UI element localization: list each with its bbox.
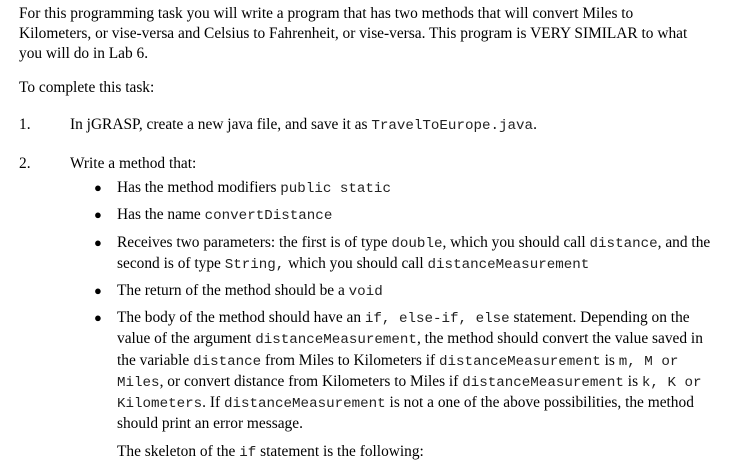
bullet-5-code-7: k, K or Kilometers [117, 374, 702, 413]
bullet-icon: ● [94, 283, 102, 299]
bullet-5-text-6: , or convert distance from Kilometers to Miles if [159, 372, 463, 390]
bullet-5-code-1: if, else-if, else [364, 311, 510, 328]
bullet-5-text-8: . If [202, 394, 224, 412]
bullet-3-text-3: , and the second is of type [117, 233, 711, 272]
bullet-4-text: The return of the method should be a [117, 282, 349, 300]
bullet-3-text-1: Receives two parameters: the first is of type [117, 233, 392, 251]
bullet-icon: ● [94, 234, 102, 250]
bullet-1-text: Has the method modifiers [117, 179, 281, 197]
bullet-3-text-4: which you should call [284, 254, 428, 272]
bullet-item-name [70, 205, 719, 226]
skeleton-intro [117, 442, 719, 463]
bullet-4-code: void [348, 284, 383, 301]
bullet-3-code-1: double [391, 235, 443, 252]
intro-sentence-1: For this programming task you will write a program that has two methods that will convert Miles to Kilometers, or vise-versa and Celsius to Fahrenheit, or vise-versa. [19, 5, 634, 43]
bullet-5-code-2: distanceMeasurement [255, 332, 417, 349]
step-1-period: . [533, 115, 537, 133]
bullet-icon: ● [94, 207, 102, 223]
bullet-icon: ● [94, 310, 102, 326]
bullet-3-text-2: , which you should call [442, 233, 590, 251]
bullet-item-modifiers [70, 178, 719, 199]
bullet-icon: ● [94, 180, 102, 196]
skeleton-code-1: if [239, 445, 257, 462]
bullet-2-code: convertDistance [204, 208, 333, 225]
bullet-5-code-4: distanceMeasurement [439, 353, 601, 370]
document-body [19, 4, 719, 464]
to-complete-heading: To complete this task: [19, 78, 155, 96]
step-2-number: 2. [19, 155, 31, 173]
step-1-filename: TravelToEurope.java [371, 117, 534, 134]
bullet-5-code-6: distanceMeasurement [462, 374, 624, 391]
bullet-5-text-7: is [623, 372, 642, 390]
bullet-5-code-8: distanceMeasurement [223, 396, 386, 413]
bullet-5-code-5: m, M or Miles [117, 353, 679, 391]
step-1 [19, 115, 719, 136]
intro-paragraph [19, 4, 709, 65]
bullet-3-code-4: distanceMeasurement [427, 256, 590, 273]
bullet-5-text-5: is [600, 351, 619, 369]
bullet-5-text-3: , the method should convert the value saved in the variable [117, 330, 703, 369]
bullet-3-code-3: String, [224, 256, 285, 273]
bullet-1-code: public static [280, 181, 391, 198]
bullet-5-text-1: The body of the method should have an [117, 309, 365, 327]
bullet-3-code-2: distance [589, 235, 658, 252]
skeleton-text-1: The skeleton of the [117, 443, 240, 461]
bullet-item-body [70, 308, 719, 463]
bullet-5-text-9: is not a one of the above possibilities, the method should print an error message. [117, 394, 694, 433]
step-1-number: 1. [19, 115, 31, 133]
bullet-5-code-3: distance [193, 353, 262, 370]
bullet-5-text-2: statement. Depending on the value of the argument [117, 309, 690, 348]
bullet-item-return [70, 281, 719, 302]
step-2-text: Write a method that: [70, 155, 197, 173]
skeleton-text-2: statement is the following: [256, 443, 424, 461]
step-1-text: In jGRASP, create a new java file, and save it as [70, 115, 372, 133]
step-2 [19, 154, 719, 464]
bullet-2-text: Has the name [117, 206, 205, 224]
bullet-5-text-4: from Miles to Kilometers if [261, 351, 440, 369]
intro-sentence-2: This program is VERY SIMILAR to what you will do in Lab 6. [19, 25, 688, 63]
bullet-item-parameters [70, 233, 719, 275]
step-2-bullet-list [70, 178, 719, 463]
